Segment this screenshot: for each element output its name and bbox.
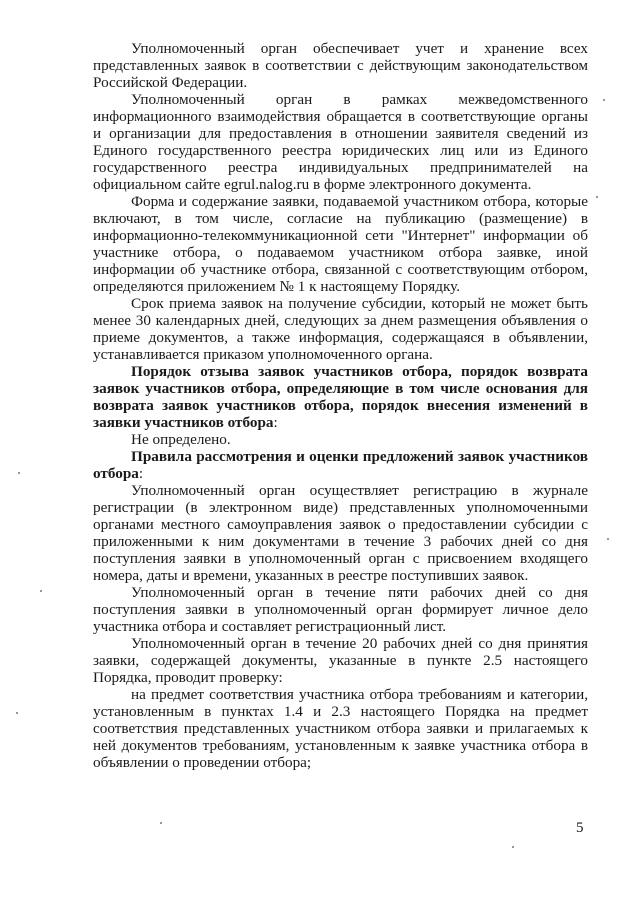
paragraph-application-form: Форма и содержание заявки, подаваемой участником отбора, которые включают, в том числе, согласие на публикацию (размещение) в информационно-телекоммуникационной сети "Интернет" информации об участнике отбора, о подаваемом участником отбора заявке, иной информации об участнике отбора, связанной с соответствующим отбором, определяются приложением № 1 к настоящему Порядку. <box>93 193 588 295</box>
paragraph-verification: Уполномоченный орган в течение 20 рабочих дней со дня принятия заявки, содержащей документы, указанные в пункте 2.5 настоящего Порядка, проводит проверку: <box>93 635 588 686</box>
document-body <box>93 40 588 771</box>
scan-speck <box>607 538 609 540</box>
paragraph-compliance: на предмет соответствия участника отбора требованиям и категории, установленным в пунктах 1.4 и 2.3 настоящего Порядка на предмет соответствия представленных участником отбора заявки и прилагаемых к ней документов требованиям, установленным к заявке участника отбора в объявлении о проведении отбора; <box>93 686 588 771</box>
heading-withdrawal-text: Порядок отзыва заявок участников отбора, порядок возврата заявок участников отбора, определяющие в том числе основания для возврата заявок участников отбора, порядок внесения изменений в заявки участников отбора <box>93 363 588 431</box>
scan-speck <box>596 196 598 198</box>
heading-rules-text: Правила рассмотрения и оценки предложений заявок участников отбора <box>93 448 588 482</box>
heading-rules-colon: : <box>138 465 144 482</box>
scan-speck <box>603 99 605 101</box>
paragraph-storage: Уполномоченный орган обеспечивает учет и хранение всех представленных заявок в соответствии с действующим законодательством Российской Федерации. <box>93 40 588 91</box>
paragraph-personal-file: Уполномоченный орган в течение пяти рабочих дней со дня поступления заявки в уполномоченный орган формирует личное дело участника отбора и составляет регистрационный лист. <box>93 584 588 635</box>
scan-speck <box>512 846 514 848</box>
scan-speck <box>18 472 20 474</box>
paragraph-interagency: Уполномоченный орган в рамках межведомственного информационного взаимодействия обращается в соответствующие органы и организации для предоставления в отношении заявителя сведений из Единого государственного реестра юридических лиц или из Единого государственного реестра индивидуальных предпринимателей на официальном сайте egrul.nalog.ru в форме электронного документа. <box>93 91 588 193</box>
heading-withdrawal-colon: : <box>273 414 278 431</box>
paragraph-registration: Уполномоченный орган осуществляет регистрацию в журнале регистрации (в электронном виде) представленных уполномоченными органами местного самоуправления заявок о предоставлении субсидии с приложенными к ним документами в течение 3 рабочих дней со дня поступления заявки в уполномоченный орган с присвоением входящего номера, даты и времени, указанных в реестре поступивших заявок. <box>93 482 588 584</box>
heading-withdrawal <box>93 363 588 431</box>
paragraph-acceptance-period: Срок приема заявок на получение субсидии, который не может быть менее 30 календарных дней, следующих за днем размещения объявления о приеме документов, а также информация, содержащаяся в объявлении, устанавливается приказом уполномоченного органа. <box>93 295 588 363</box>
heading-rules <box>93 448 588 482</box>
scan-speck <box>40 590 42 592</box>
scan-speck <box>16 712 18 714</box>
paragraph-not-defined: Не определено. <box>131 431 231 448</box>
scan-speck <box>160 822 162 824</box>
page-number: 5 <box>576 820 584 836</box>
